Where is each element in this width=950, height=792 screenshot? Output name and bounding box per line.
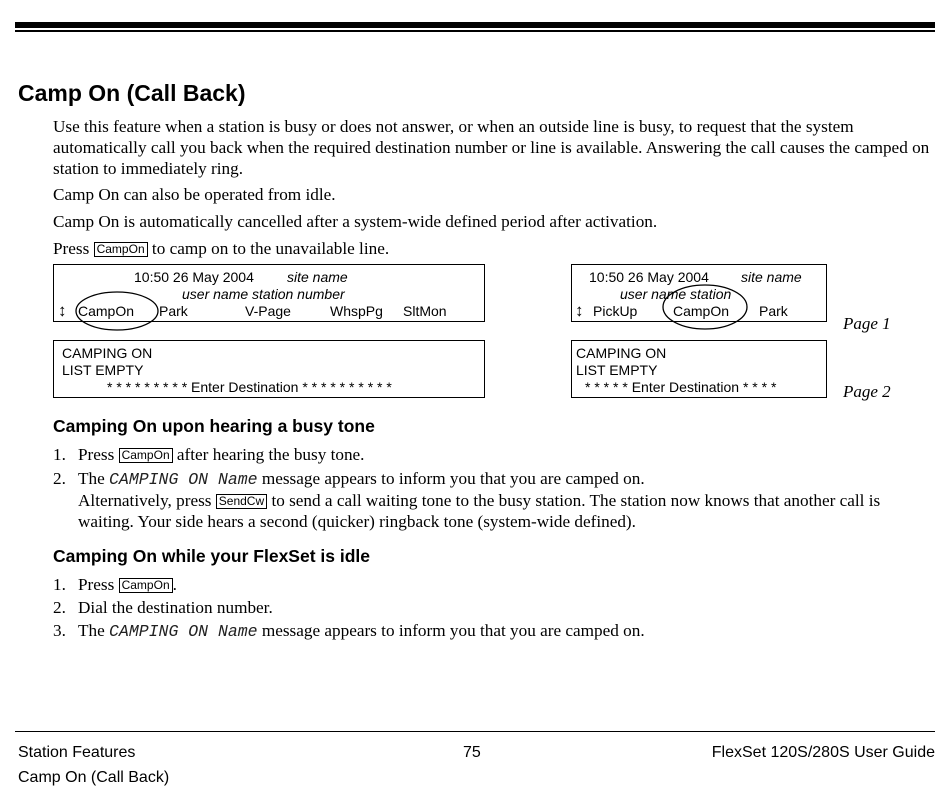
softkey-park: Park <box>159 303 188 319</box>
footer-section: Station Features <box>18 744 136 761</box>
softkey-whsppg: WhspPg <box>330 303 383 319</box>
busy-alternative <box>78 490 938 532</box>
screen-line3: * * * * * Enter Destination * * * * <box>585 379 777 395</box>
screen-site-name: site name <box>287 269 348 285</box>
step-number: 2. <box>53 598 66 617</box>
press-suffix: to camp on to the unavailable line. <box>151 239 390 258</box>
step-post: message appears to inform you that you are camped on. <box>261 621 645 640</box>
display-message: CAMPING ON Name <box>109 622 258 641</box>
screen-site-name: site name <box>741 269 802 285</box>
footer-rule <box>15 731 935 732</box>
screen-right-page2 <box>571 340 827 398</box>
header-rule-thin <box>15 30 935 32</box>
screen-user-station: user name station number <box>182 286 345 302</box>
page-title: Camp On (Call Back) <box>18 80 246 106</box>
campon-key: CampOn <box>94 242 148 257</box>
step-post: . <box>172 575 177 594</box>
screen-line1: CAMPING ON <box>576 345 667 361</box>
screen-line2: LIST EMPTY <box>62 362 144 378</box>
display-message: CAMPING ON Name <box>109 470 258 489</box>
intro-paragraph-2: Camp On can also be operated from idle. <box>53 185 336 204</box>
softkey-campon: CampOn <box>673 303 730 319</box>
page1-label: Page 1 <box>843 314 891 333</box>
step-text: Dial the destination number. <box>78 598 273 617</box>
softkey-vpage: V-Page <box>245 303 291 319</box>
step-pre: The <box>78 621 105 640</box>
softkey-sltmon: SltMon <box>403 303 447 319</box>
page2-label: Page 2 <box>843 382 891 401</box>
press-instruction <box>53 238 933 259</box>
screen-date: 10:50 26 May 2004 <box>589 269 709 285</box>
campon-key: CampOn <box>119 448 173 463</box>
alt-post: to send a call waiting tone to the busy station. The station now knows that another call is waiting. Your side hears a second (quicker) ringback tone (system-wide defined). <box>78 491 881 531</box>
alt-pre: Alternatively, press <box>78 491 212 510</box>
campon-key: CampOn <box>119 578 173 593</box>
scroll-arrow-icon: ↕ <box>575 301 584 320</box>
press-prefix: Press <box>53 239 90 258</box>
intro-paragraph-1: Use this feature when a station is busy or does not answer, or when an outside line is busy, to request that the system automatically call you back when the required destination number or line is available. Answering the call causes the camped on station to immediately ring. <box>53 117 930 178</box>
scroll-arrow-icon: ↕ <box>58 301 67 320</box>
step-number: 3. <box>53 621 66 640</box>
section-heading-idle: Camping On while your FlexSet is idle <box>53 546 371 566</box>
header-rule-thick <box>15 22 935 28</box>
step-post: after hearing the busy tone. <box>176 445 365 464</box>
section-heading-busy: Camping On upon hearing a busy tone <box>53 416 375 436</box>
softkey-park: Park <box>759 303 788 319</box>
screen-date: 10:50 26 May 2004 <box>134 269 254 285</box>
screen-right-page1 <box>571 264 827 322</box>
step-number: 2. <box>53 469 66 488</box>
screen-left-page2 <box>53 340 485 398</box>
step-post: message appears to inform you that you are camped on. <box>261 469 645 488</box>
softkey-campon: CampOn <box>78 303 135 319</box>
step-pre: Press <box>78 445 115 464</box>
screen-left-page1 <box>53 264 485 322</box>
step-pre: The <box>78 469 105 488</box>
sendcw-key: SendCw <box>216 494 267 509</box>
page-number: 75 <box>463 744 481 761</box>
screen-line2: LIST EMPTY <box>576 362 658 378</box>
step-pre: Press <box>78 575 115 594</box>
screen-line3: * * * * * * * * * Enter Destination * * * * * * * * * * <box>107 379 392 395</box>
step-number: 1. <box>53 445 66 464</box>
softkey-pickup: PickUp <box>593 303 638 319</box>
intro-paragraph-3: Camp On is automatically cancelled after a system-wide defined period after activation. <box>53 212 658 231</box>
screen-line1: CAMPING ON <box>62 345 153 361</box>
footer-guide-title: FlexSet 120S/280S User Guide <box>711 744 935 761</box>
footer-subsection: Camp On (Call Back) <box>18 769 170 786</box>
step-number: 1. <box>53 575 66 594</box>
screen-user-station: user name station <box>620 286 732 302</box>
